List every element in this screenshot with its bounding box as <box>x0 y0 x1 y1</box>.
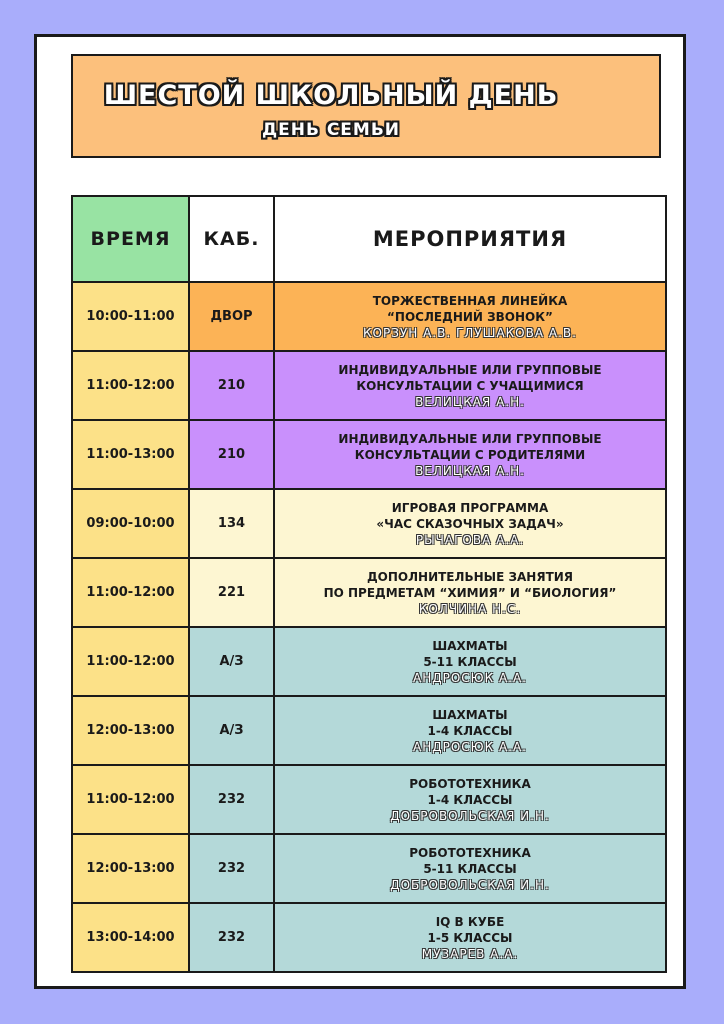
event-detail: 5-11 КЛАССЫ <box>423 654 517 669</box>
event-title: ИНДИВИДУАЛЬНЫЕ ИЛИ ГРУППОВЫЕ <box>338 431 602 446</box>
event-organizer: ВЕЛИЦКАЯ А.Н. <box>415 463 525 478</box>
event-cell <box>274 627 666 696</box>
time-cell: 11:00-12:00 <box>72 627 189 696</box>
event-title: ИГРОВАЯ ПРОГРАММА <box>391 500 549 515</box>
room-cell: 232 <box>189 765 274 834</box>
event-detail: КОНСУЛЬТАЦИИ С РОДИТЕЛЯМИ <box>354 447 586 462</box>
table-row <box>72 489 666 558</box>
column-header-room: КАБ. <box>189 196 274 282</box>
event-detail: 1-4 КЛАССЫ <box>427 792 513 807</box>
event-cell <box>274 903 666 972</box>
event-organizer: ВЕЛИЦКАЯ А.Н. <box>415 394 525 409</box>
event-organizer: АНДРОСЮК А.А. <box>412 739 527 754</box>
event-cell <box>274 696 666 765</box>
event-title: ШАХМАТЫ <box>432 638 508 653</box>
event-organizer: МУЗАРЕВ А.А. <box>421 946 519 961</box>
time-cell: 09:00-10:00 <box>72 489 189 558</box>
event-detail: КОНСУЛЬТАЦИИ С УЧАЩИМИСЯ <box>356 378 584 393</box>
schedule-table <box>71 195 667 973</box>
schedule-sheet <box>34 34 686 989</box>
page-title: ШЕСТОЙ ШКОЛЬНЫЙ ДЕНЬ <box>103 80 559 111</box>
table-row <box>72 765 666 834</box>
time-cell: 11:00-12:00 <box>72 351 189 420</box>
event-title: РОБОТОТЕХНИКА <box>409 776 531 791</box>
event-detail: 1-4 КЛАССЫ <box>427 723 513 738</box>
table-row <box>72 696 666 765</box>
event-cell <box>274 489 666 558</box>
event-cell <box>274 834 666 903</box>
room-cell: 134 <box>189 489 274 558</box>
page-subtitle: ДЕНЬ СЕМЬИ <box>261 120 401 140</box>
event-cell <box>274 351 666 420</box>
event-detail: «ЧАС СКАЗОЧНЫХ ЗАДАЧ» <box>376 516 564 531</box>
room-cell: 221 <box>189 558 274 627</box>
room-cell: 210 <box>189 420 274 489</box>
event-organizer: РЫЧАГОВА А.А. <box>415 532 525 547</box>
time-cell: 12:00-13:00 <box>72 834 189 903</box>
event-cell <box>274 420 666 489</box>
time-cell: 13:00-14:00 <box>72 903 189 972</box>
table-row <box>72 351 666 420</box>
time-cell: 11:00-12:00 <box>72 765 189 834</box>
event-detail: 5-11 КЛАССЫ <box>423 861 517 876</box>
schedule-rows <box>72 282 666 972</box>
table-row <box>72 903 666 972</box>
event-title: ТОРЖЕСТВЕННАЯ ЛИНЕЙКА <box>372 293 568 308</box>
event-detail: “ПОСЛЕДНИЙ ЗВОНОК” <box>387 309 553 324</box>
event-organizer: ДОБРОВОЛЬСКАЯ И.Н. <box>390 877 550 892</box>
event-cell <box>274 765 666 834</box>
time-cell: 11:00-12:00 <box>72 558 189 627</box>
room-cell: 232 <box>189 834 274 903</box>
event-detail: ПО ПРЕДМЕТАМ “ХИМИЯ” И “БИОЛОГИЯ” <box>323 585 617 600</box>
time-cell: 12:00-13:00 <box>72 696 189 765</box>
room-cell: А/З <box>189 696 274 765</box>
room-cell: 210 <box>189 351 274 420</box>
event-title: IQ В КУБЕ <box>435 914 505 929</box>
time-cell: 11:00-13:00 <box>72 420 189 489</box>
event-title: ШАХМАТЫ <box>432 707 508 722</box>
table-row <box>72 834 666 903</box>
table-row <box>72 558 666 627</box>
event-cell <box>274 558 666 627</box>
table-row <box>72 627 666 696</box>
event-organizer: КОЛЧИНА Н.С. <box>418 601 522 616</box>
event-title: ДОПОЛНИТЕЛЬНЫЕ ЗАНЯТИЯ <box>366 569 574 584</box>
event-cell <box>274 282 666 351</box>
event-organizer: АНДРОСЮК А.А. <box>412 670 527 685</box>
column-header-events: МЕРОПРИЯТИЯ <box>274 196 666 282</box>
event-organizer: ДОБРОВОЛЬСКАЯ И.Н. <box>390 808 550 823</box>
title-banner <box>71 54 661 158</box>
room-cell: А/З <box>189 627 274 696</box>
event-organizer: КОРЗУН А.В. ГЛУШАКОВА А.В. <box>363 325 577 340</box>
table-row <box>72 420 666 489</box>
table-row <box>72 282 666 351</box>
event-detail: 1-5 КЛАССЫ <box>427 930 513 945</box>
event-title: РОБОТОТЕХНИКА <box>409 845 531 860</box>
column-header-time: ВРЕМЯ <box>72 196 189 282</box>
room-cell: ДВОР <box>189 282 274 351</box>
room-cell: 232 <box>189 903 274 972</box>
event-title: ИНДИВИДУАЛЬНЫЕ ИЛИ ГРУППОВЫЕ <box>338 362 602 377</box>
time-cell: 10:00-11:00 <box>72 282 189 351</box>
